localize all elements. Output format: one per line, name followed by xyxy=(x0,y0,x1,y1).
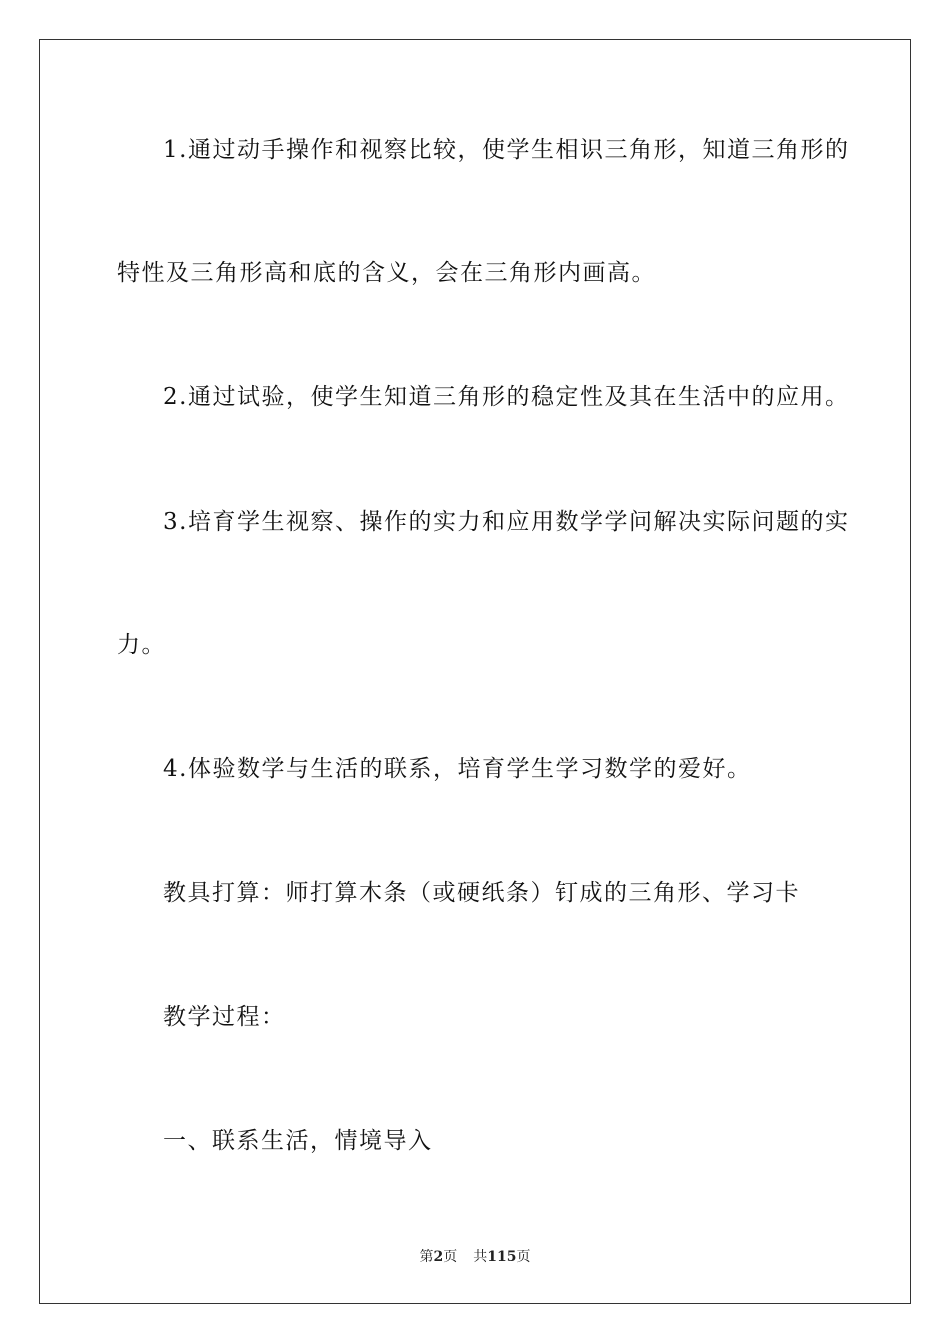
footer-page-prefix: 第 xyxy=(419,1249,434,1265)
paragraph-teaching-process: 教学过程： xyxy=(163,1004,286,1030)
footer-page-suffix: 页 xyxy=(443,1249,458,1265)
paragraph-teaching-aids: 教具打算：师打算木条（或硬纸条）钉成的三角形、学习卡 xyxy=(163,880,800,906)
paragraph-objective-2: 2.通过试验，使学生知道三角形的稳定性及其在生活中的应用。 xyxy=(163,384,850,410)
footer-total-suffix: 页 xyxy=(516,1249,531,1265)
paragraph-objective-1: 1.通过动手操作和视察比较，使学生相识三角形，知道三角形的 xyxy=(163,137,850,163)
paragraph-objective-3-continued: 力。 xyxy=(117,632,166,658)
paragraph-objective-4: 4.体验数学与生活的联系，培育学生学习数学的爱好。 xyxy=(163,756,752,782)
page-footer xyxy=(0,1248,950,1266)
paragraph-objective-1-continued: 特性及三角形高和底的含义，会在三角形内画高。 xyxy=(117,260,656,286)
page-border xyxy=(39,39,911,1304)
footer-page-number: 2 xyxy=(433,1249,444,1265)
paragraph-objective-3: 3.培育学生视察、操作的实力和应用数学学问解决实际问题的实 xyxy=(163,509,850,535)
section-heading-intro: 一、联系生活，情境导入 xyxy=(163,1128,433,1154)
footer-total-prefix: 共 xyxy=(473,1249,488,1265)
footer-total-number: 115 xyxy=(487,1249,517,1265)
